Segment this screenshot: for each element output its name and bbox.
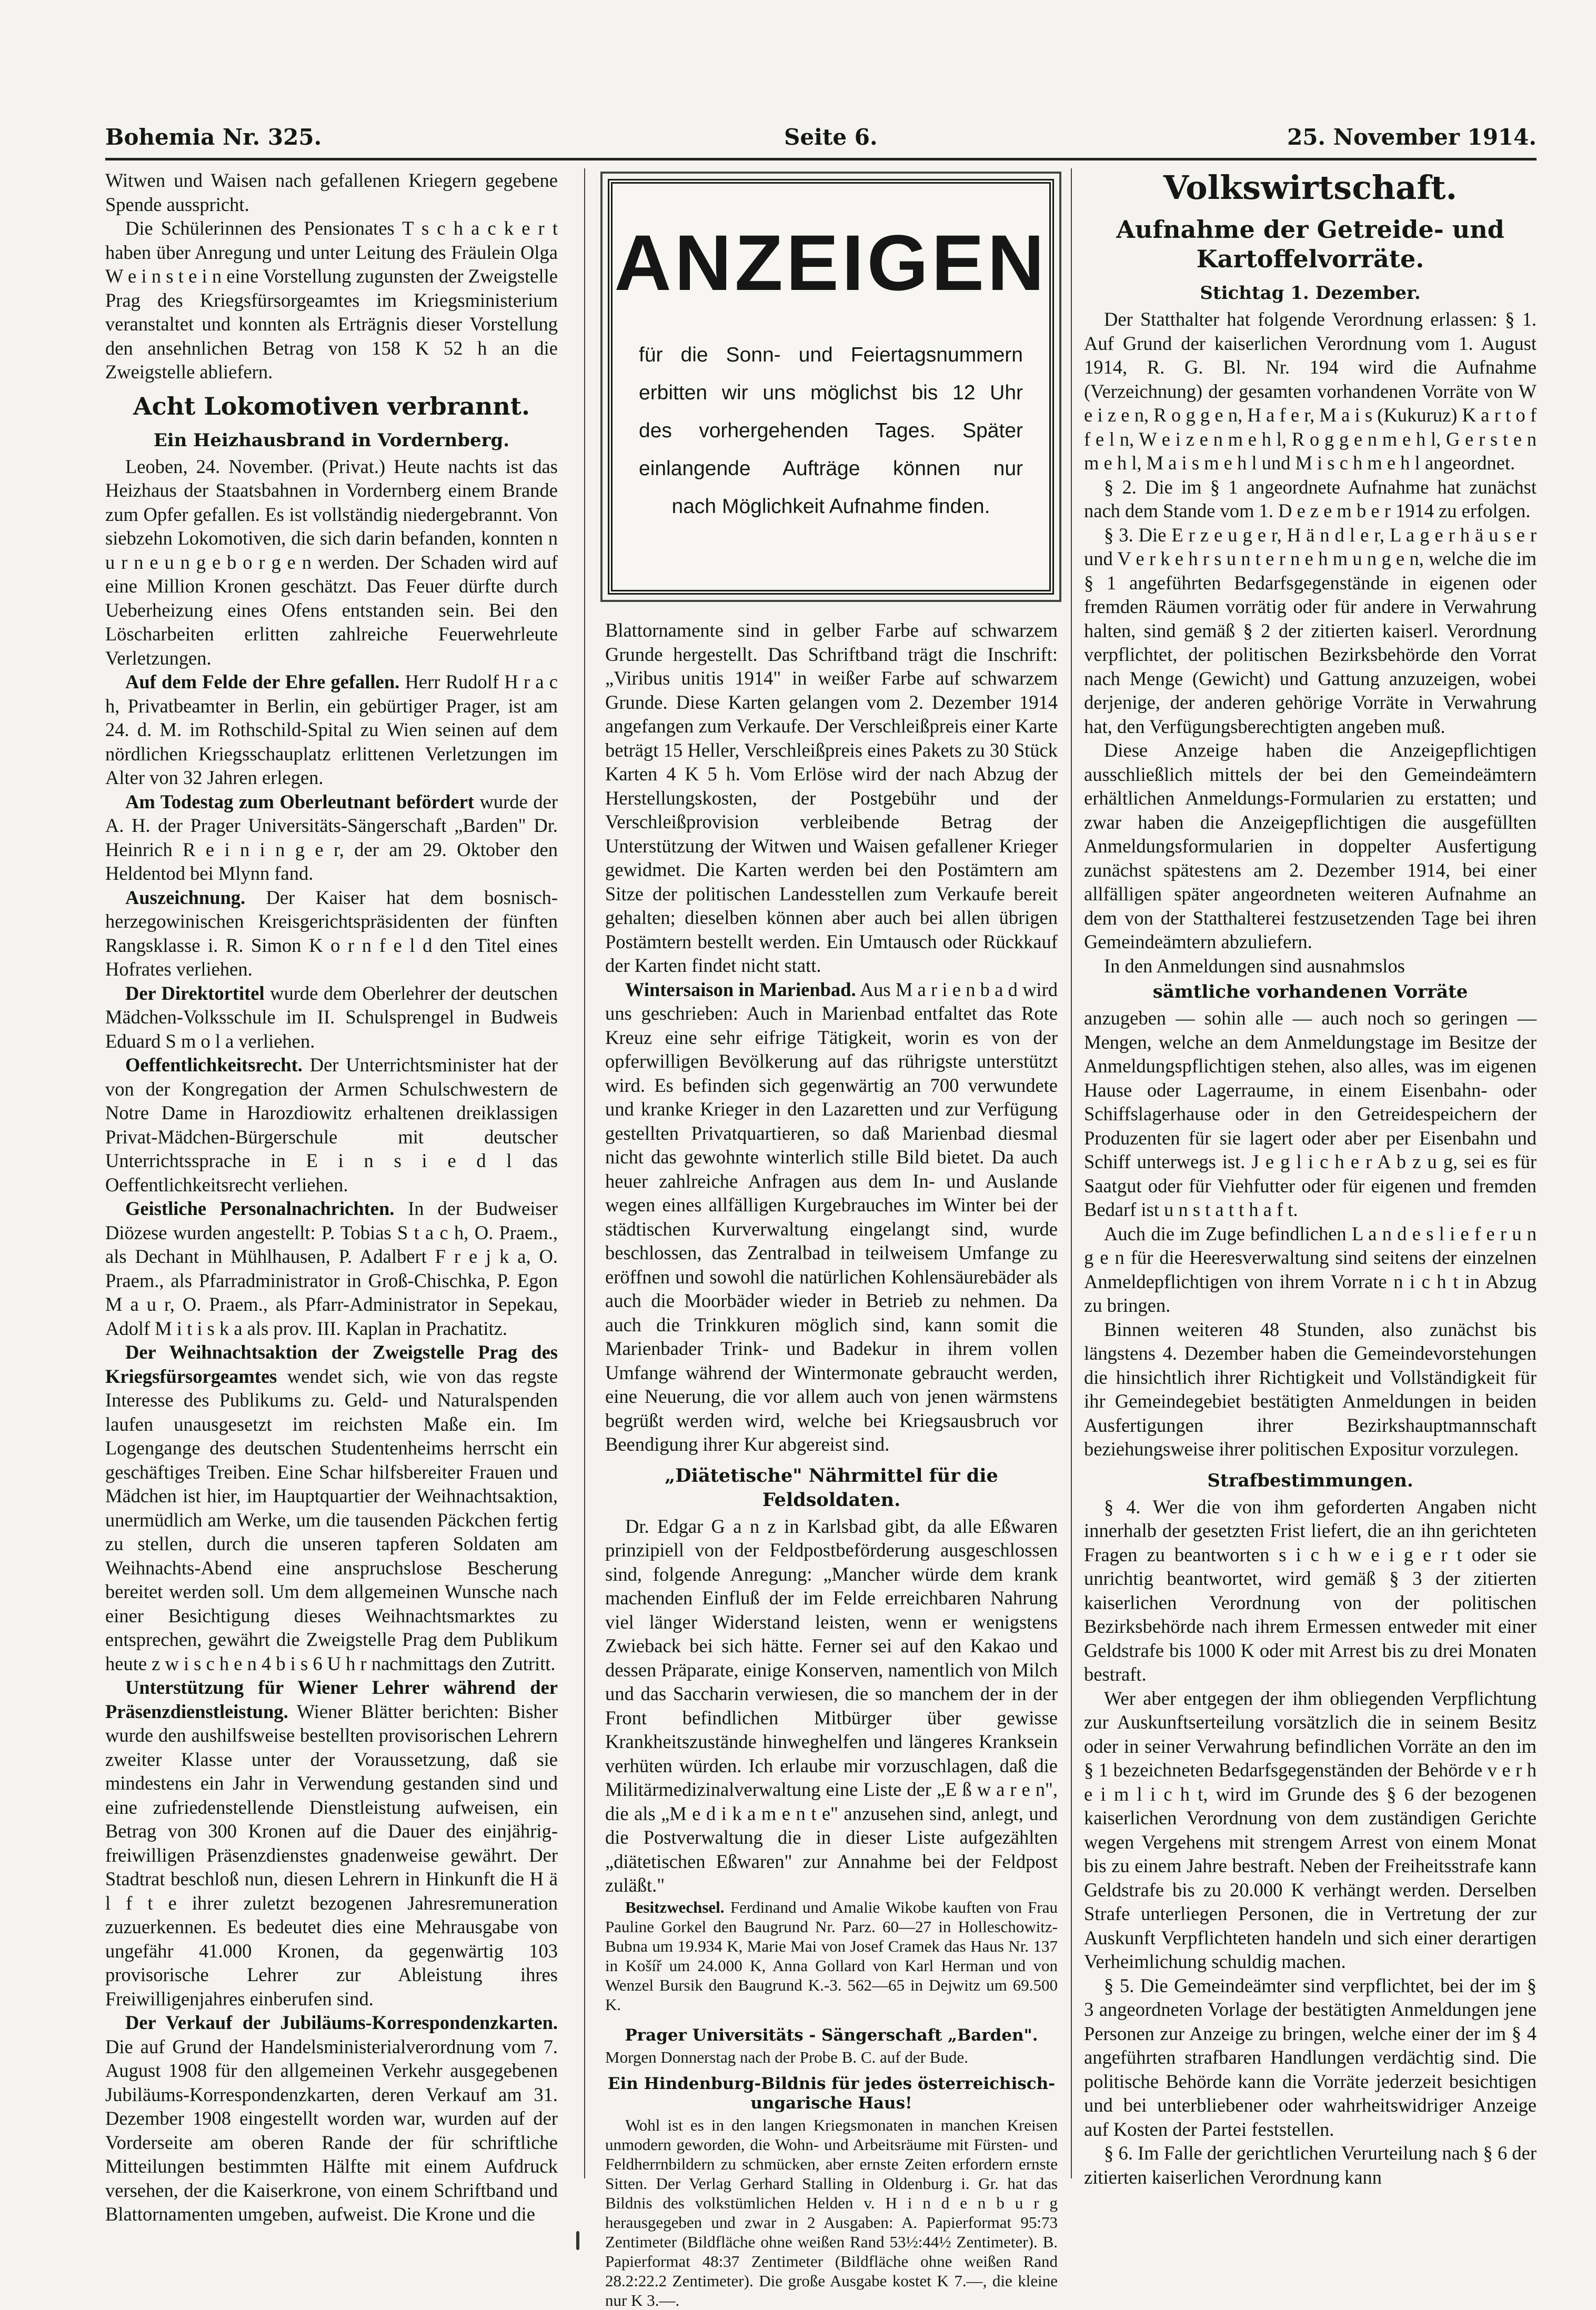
- article-paragraph: Leoben, 24. November. (Privat.) Heute nachts ist das Heizhaus der Staatsbahnen in Vordernberg einem Brande zum Opfer gefallen. Es ist vollständig niedergebrannt. Von siebzehn Lokomotiven, die sich darin befanden, konnten n u r n e u n g e b o r g e n werden. Der Schaden wird auf eine Million Kronen geschätzt. Das Feuer dürfte durch Ueberheizung eines Ofens entstanden sein. Bei den Löscharbeiten erlitten zahlreiche Feuerwehrleute Verletzungen.: [105, 455, 558, 669]
- news-item: Besitzwechsel. Ferdinand und Amalie Wikobe kauften von Frau Pauline Gorkel den Baugrund Nr. Parz. 60—27 in Holleschowitz-Bubna um 19.934 K, Marie Mai von Josef Cramek das Haus Nr. 137 in Košíř um 24.000 K, Anna Gollard von Karl Herman und von Wenzel Bursik den Baugrund K.-3. 562—65 in Dejwitz um 69.500 K.: [605, 1897, 1058, 2014]
- notice-text: Morgen Donnerstag nach der Probe B. C. auf der Bude.: [605, 2047, 968, 2066]
- news-item: Geistliche Personalnachrichten. In der Budweiser Diözese wurden angestellt: P. Tobias S t a c h, O. Praem., als Dechant in Mühlhausen, P. Adalbert F r e j k a, O. Praem., als Pfarradministrator in Groß-Chischka, P. Egon M a u r, O. Praem., als Pfarr-Administrator in Sepekau, Adolf M i t i s k a als prov. III. Kaplan in Prachatitz.: [105, 1198, 558, 1339]
- page-header: [105, 114, 1537, 156]
- news-item: Auszeichnung. Der Kaiser hat dem bosnisch-herzegowinischen Kreisgerichtspräsidenten der fünften Rangsklasse i. R. Simon K o r n f e l d den Titel eines Hofrates verliehen.: [105, 886, 558, 980]
- article-subheadline: Strafbestimmungen.: [1207, 1470, 1413, 1491]
- page-number: Seite 6.: [784, 124, 878, 150]
- article-paragraph: § 2. Die im § 1 angeordnete Aufnahme hat zunächst nach dem Stande vom 1. D e z e m b e r 1914 zu erfolgen.: [1084, 476, 1537, 521]
- ink-mark: [576, 2231, 579, 2250]
- column-3: [1084, 168, 1537, 2188]
- article-paragraph: § 4. Wer die von ihm geforderten Angaben nicht innerhalb der gesetzten Frist liefert, die an ihn gerichteten Fragen zu beantworten s i c h w e i g e r t oder sie unrichtig beantwortet, wird gemäß § 3 der zitierten kaiserlichen Verordnung von der politischen Bezirksbehörde nach ihrem Ermessen entweder mit einer Geldstrafe bis 1000 K oder mit Arrest bis zu drei Monaten bestraft.: [1084, 1495, 1537, 1685]
- article-paragraph: § 5. Die Gemeindeämter sind verpflichtet, bei der im § 3 angeordneten Vorlage der bestätigten Anmeldungen jene Personen zur Anzeige zu bringen, welche einer der im § 4 angeführten strafbaren Handlungen verdächtig sind. Die politische Behörde kann die Vorräte jederzeit besichtigen und bei unterbliebener oder wahrheitswidriger Anzeige auf Kosten der Partei feststellen.: [1084, 1974, 1537, 2140]
- advertisement-line: nach Möglichkeit Aufnahme finden.: [671, 495, 990, 518]
- article-paragraph: Wer aber entgegen der ihm obliegenden Verpflichtung zur Auskunftserteilung vorsätzlich die in seinem Besitz oder in seiner Verwahrung befindlichen Vorräte an den im § 1 bezeichneten Bedarfsgegenständen der Behörde v e r h e i m l i c h t, wird im Grunde des § 6 der bezogenen kaiserlichen Verordnung von dem zuständigen Gerichte wegen Vergehens mit strengem Arrest von einem Monat bis zu einem Jahre bestraft. Neben der Freiheitsstrafe kann Geldstrafe bis zu 20.000 K verhängt werden. Derselben Strafe unterliegen Personen, die in Vertretung der zur Auskunft Verpflichteten handeln und sich einer derartigen Verheimlichung schuldig machen.: [1084, 1687, 1537, 1972]
- advertisement-text: [639, 336, 1023, 526]
- article-paragraph: § 3. Die E r z e u g e r, H ä n d l e r, L a g e r h ä u s e r und V e r k e h r s u n t e r n e h m u n g e n, welche die im § 1 angeführten Bedarfsgegenstände in eigenen oder fremden Räumen vorrätig oder für andere in Verwahrung halten, sind gemäß § 2 der zitierten kaiserl. Verordnung verpflichtet, der politischen Bezirksbehörde den Vorrat nach Menge (Gewicht) und Gattung anzuzeigen, wobei derjenige, der anderen gehörige Vorräte in Verwahrung hat, den Verfügungsberechtigten angeben muß.: [1084, 524, 1537, 737]
- article-paragraph: Die Schülerinnen des Pensionates T s c h a c k e r t haben über Anregung und unter Leitung des Fräulein Olga W e i n s t e i n eine Vorstellung zugunsten der Zweigstelle Prag des Kriegsfürsorgeamtes im Kriegsministerium veranstaltet und konnten als Erträgnis dieser Vorstellung den ansehnlichen Betrag von 158 K 52 h an die Zweigstelle abliefern.: [105, 217, 558, 383]
- column-divider-2: [1071, 168, 1072, 2178]
- article-paragraph: Wohl ist es in den langen Kriegsmonaten in manchen Kreisen unmodern geworden, die Wohn- und Arbeitsräume mit Fürsten- und Feldherrnbildern zu schmücken, aber ernste Zeiten erfordern ernste Sitten. Der Verlag Gerhard Stalling in Oldenburg i. Gr. hat das Bildnis des volkstümlichen Helden v. H i n d e n b u r g herausgegeben und zwar in 2 Ausgaben: A. Papierformat 95:73 Zentimeter (Bildfläche ohne weißen Rand 53½:44½ Zentimeter). B. Papierformat 48:37 Zentimeter (Bildfläche ohne weißen Rand 28.2:22.2 Zentimeter). Die große Ausgabe kostet K 7.—, die kleine nur K 3.—.: [605, 2115, 1058, 2309]
- advertisement-line: für die Sonn- und Feiertagsnummern: [639, 344, 1023, 366]
- news-item: Der Verkauf der Jubiläums-Korrespondenzkarten. Die auf Grund der Handelsministerialverordnung vom 7. August 1908 für den allgemeinen Verkehr ausgegebenen Jubiläums-Korrespondenzkarten, deren Verkauf am 31. Dezember 1908 eingestellt worden war, wurden auf der Vorderseite am oberen Rande der für schriftliche Mitteilungen bestimmten Hälfte mit einem Aufdruck versehen, der die Kaiserkrone, von einem Schriftband und Blattornamenten umgeben, aufweist. Die Krone und die: [105, 2012, 558, 2225]
- column-divider-1: [584, 168, 585, 2178]
- news-item: Am Todestag zum Oberleutnant befördert wurde der A. H. der Prager Universitäts-Sängerschaft „Barden" Dr. Heinrich R e i n i n g e r, der am 29. Oktober den Heldentod bei Mlynn fand.: [105, 790, 558, 884]
- article-headline: Prager Universitäts - Sängerschaft „Barden".: [625, 2025, 1038, 2045]
- news-item: Der Weihnachtsaktion der Zweigstelle Prag des Kriegsfürsorgeamtes wendet sich, wie von das regste Interesse des Publikums zu. Geld- und Naturalspenden laufen unausgesetzt im reichsten Maße ein. Im Logengange des deutschen Studentenheims herrscht ein geschäftiges Treiben. Eine Schar hilfsbereiter Frauen und Mädchen ist hier, im Hauptquartier der Weihnachtsaktion, unermüdlich am Werke, um die tausenden Päckchen fertig zu stellen, durch die unseren tapferen Soldaten am Weihnachts-Abend eine anspruchslose Bescherung bereitet werden soll. Um dem allgemeinen Wunsche nach einer Besichtigung dieses Weihnachtsmarktes zu entsprechen, gewährt die Zweigstelle Prag dem Publikum heute z w i s c h e n 4 b i s 6 U h r nachmittags den Zutritt.: [105, 1341, 558, 1674]
- advertisement-line: des vorhergehenden Tages. Später: [639, 419, 1023, 442]
- article-paragraph: Binnen weiteren 48 Stunden, also zunächst bis längstens 4. Dezember haben die Gemeindevorstehungen die hinsichtlich ihrer Richtigkeit und Vollständigkeit für ihr Gemeindegebiet bestätigten Anmeldungen in beiden Ausfertigungen ihrer Bezirkshauptmannschaft beziehungsweise ihrer politischen Expositur vorzulegen.: [1084, 1318, 1537, 1460]
- news-item: Der Direktortitel wurde dem Oberlehrer der deutschen Mädchen-Volksschule im II. Schulsprengel in Budweis Eduard S m o l a verliehen.: [105, 982, 558, 1052]
- news-item: Oeffentlichkeitsrecht. Der Unterrichtsminister hat der von der Kongregation der Armen Schulschwestern de Notre Dame in Harozdiowitz erhaltenen dreiklassigen Privat-Mädchen-Bürgerschule mit deutscher Unterrichtssprache in E i n s i e d l das Oeffentlichkeitsrecht verliehen.: [105, 1054, 558, 1196]
- article-paragraph: Der Statthalter hat folgende Verordnung erlassen: § 1. Auf Grund der kaiserlichen Verordnung vom 1. August 1914, R. G. Bl. Nr. 194 wird die Aufnahme (Verzeichnung) der gesamten vorhandenen Vorräte von W e i z e n, R o g g e n, H a f e r, M a i s (Kukuruz) K a r t o f f e l n, W e i z e n m e h l, R o g g e n m e h l, G e r s t e n m e h l, M a i s m e h l und M i s c h m e h l angeordnet.: [1084, 308, 1537, 474]
- article-continuation: Witwen und Waisen nach gefallenen Kriegern gegebene Spende ausspricht.: [105, 169, 558, 215]
- news-item: Wintersaison in Marienbad. Aus M a r i e n b a d wird uns geschrieben: Auch in Marienbad entfaltet das Rote Kreuz eine sehr eifrige Tätigkeit, worin es von der opferwilligen Bevölkerung auf das rührigste unterstützt wird. Es befinden sich gegenwärtig an 700 verwundete und kranke Krieger in den Lazaretten und zur Verfügung gestellten Privatquartieren, so daß Marienbad diesmal nicht das gewohnte winterlich stille Bild bietet. Da auch heuer zahlreiche Anfragen aus dem In- und Auslande wegen eines allfälligen Kurgebrauches im Winter bei der städtischen Kurverwaltung eingelangt sind, wurde beschlossen, das Zentralbad in teilweisem Umfange zu eröffnen und sowohl die natürlichen Kohlensäurebäder als auch die Moorbäder wieder in Betrieb zu nehmen. Da auch die Trinkkuren möglich sind, kann somit die Marienbader Trink- und Badekur in ihrem vollen Umfange während der Wintermonate gebraucht werden, eine Neuerung, die vor allem auch von jenen wärmstens begrüßt werden wird, welche bei Kriegsausbruch vor Beendigung ihrer Kur abgereist sind.: [605, 978, 1058, 1455]
- advertisement-box: [608, 179, 1054, 595]
- article-headline: „Diätetische" Nährmittel für die Feldsoldaten.: [665, 1464, 998, 1511]
- news-item: Auf dem Felde der Ehre gefallen. Herr Rudolf H r a c h, Privatbeamter in Berlin, ein gebürtiger Prager, ist am 24. d. M. im Rothschild-Spital zu Wien seinen auf dem nördlichen Kriegsschauplatz erlittenen Verletzungen im Alter von 32 Jahren erlegen.: [105, 671, 558, 788]
- advertisement-line: erbitten wir uns möglichst bis 12 Uhr: [639, 381, 1023, 404]
- advertisement-title: ANZEIGEN: [614, 218, 1048, 307]
- article-paragraph: Diese Anzeige haben die Anzeigepflichtigen ausschließlich mittels der bei den Gemeindeämtern erhältlichen Anmeldungs-Formularien zu erstatten; und zwar haben die Anzeigepflichtigen die ausgefüllten Anmeldungsformularien in doppelter Ausfertigung zunächst spätestens am 2. Dezember 1914, bei einer allfälligen später angeordneten weiteren Aufnahme an dem von der Statthalterei festzusetzenden Tage bei ihren Gemeindeämtern abzuliefern.: [1084, 739, 1537, 952]
- section-title: Volkswirtschaft.: [1163, 168, 1458, 207]
- newspaper-page: [105, 100, 1537, 2309]
- emphasis-line: sämtliche vorhandenen Vorräte: [1152, 981, 1468, 1002]
- article-subheadline: Stichtag 1. Dezember.: [1200, 283, 1421, 304]
- advertisement-line: einlangende Aufträge können nur: [639, 457, 1023, 480]
- article-headline: Aufnahme der Getreide- und Kartoffelvorräte.: [1116, 215, 1504, 273]
- article-headline: Acht Lokomotiven verbrannt.: [133, 391, 530, 420]
- article-paragraph: § 6. Im Falle der gerichtlichen Verurteilung nach § 6 der zitierten kaiserlichen Verordnung kann: [1084, 2142, 1537, 2188]
- article-subheadline: Ein Heizhausbrand in Vordernberg.: [153, 429, 510, 451]
- masthead-issue: Bohemia Nr. 325.: [105, 124, 322, 150]
- article-paragraph: In den Anmeldungen sind ausnahmslos: [1104, 955, 1405, 977]
- header-rule: [105, 158, 1537, 160]
- article-headline: Ein Hindenburg-Bildnis für jedes österreichisch-ungarische Haus!: [607, 2074, 1056, 2113]
- article-paragraph: Auch die im Zuge befindlichen L a n d e s l i e f e r u n g e n für die Heeresverwaltung sind seitens der einzelnen Anmeldepflichtigen von ihrem Vorrate n i c h t in Abzug zu bringen.: [1084, 1222, 1537, 1316]
- issue-date: 25. November 1914.: [1287, 124, 1537, 150]
- column-1: [105, 168, 558, 2225]
- article-paragraph: Dr. Edgar G a n z in Karlsbad gibt, da alle Eßwaren prinzipiell von der Feldpostbeförderung ausgeschlossen sind, folgende Anregung: „Mancher würde dem krank machenden Einfluß der im Felde erreichbaren Nahrung viel länger Widerstand leisten, wenn er wenigstens Zwieback bei sich hätte. Ferner sei auf den Kakao und dessen Präparate, einige Konserven, namentlich von Milch und das Saccharin verwiesen, die so manchem der in der Front befindlichen Mitbürger über gewisse Krankheitszustände hinweghelfen und längeres Kranksein verhüten würden. Ich erlaube mir vorzuschlagen, daß die Militärmedizinalverwaltung eine Liste der „E ß w a r e n", die als „M e d i k a m e n t e" anzusehen sind, anlegt, und die Postverwaltung die in dieser Liste aufgezählten „diätetischen Eßwaren" zur Annahme bei der Feldpost zuläßt.": [605, 1515, 1058, 1896]
- column-2: [605, 618, 1058, 2309]
- article-paragraph: anzugeben — sohin alle — auch noch so geringen — Mengen, welche an dem Anmeldungstage im Besitze der Anmeldungspflichtigen stehen, also alles, was im eigenen Hause oder Lagerraume, in einem Eisenbahn- oder Schiffslagerhause oder in den Getreidespeichern der Produzenten für sie lagert oder aber per Eisenbahn und Schiff unterwegs ist. J e g l i c h e r A b z u g, sei es für Saatgut oder für Viehfutter oder für eigenen und fremden Bedarf ist u n s t a t t h a f t.: [1084, 1007, 1537, 1220]
- news-item: Unterstützung für Wiener Lehrer während der Präsenzdienstleistung. Wiener Blätter berichten: Bisher wurde den aushilfsweise bestellten provisorischen Lehrern zweiter Klasse unter der Voraussetzung, daß sie mindestens ein Jahr in Verwendung gestanden sind und eine zufriedenstellende Dienstleistung aufweisen, ein Betrag von 300 Kronen auf die Dauer des einjährig-freiwilligen Präsenzdienstes gnadenweise gewährt. Der Stadtrat beschloß nun, diesen Lehrern in Hinkunft die H ä l f t e ihrer zuletzt bezogenen Jahresremuneration zuzuerkennen. Es bedeutet dies eine Mehrausgabe von ungefähr 41.000 Kronen, da gegenwärtig 103 provisorische Lehrer zur Ableistung ihres Freiwilligenjahres einberufen sind.: [105, 1676, 558, 2010]
- article-continuation: Blattornamente sind in gelber Farbe auf schwarzem Grunde hergestellt. Das Schriftband trägt die Inschrift: „Viribus unitis 1914" in weißer Farbe auf schwarzem Grunde. Diese Karten gelangen vom 2. Dezember 1914 angefangen zum Verkaufe. Der Verschleißpreis einer Karte beträgt 15 Heller, Verschleißpreis eines Pakets zu 30 Stück Karten 4 K 5 h. Vom Erlöse wird der nach Abzug der Herstellungskosten, der Postgebühr und der Verschleißprovision verbleibende Betrag der Unterstützung der Witwen und Waisen gefallener Krieger gewidmet. Die Karten werden bei den Postämtern am Sitze der politischen Landesstellen zum Verkaufe bereit gehalten; dieselben können aber auch bei allen übrigen Postämtern bestellt werden. Ein Umtausch oder Rückkauf der Karten findet nicht statt.: [605, 619, 1058, 976]
